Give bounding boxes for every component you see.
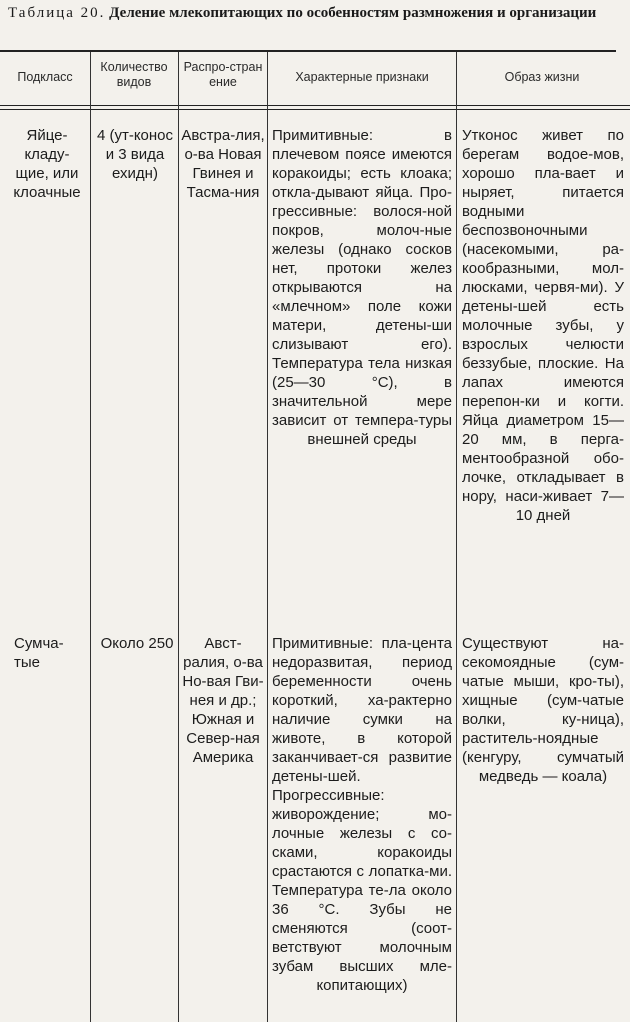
row1-features: Примитивные: в плечевом поясе имеются коракоиды; есть клоака; откла-дывают яйца. Про-грессивные: волося-ной покров, молоч-ные железы (однако сосков нет, протоки желез открываются на «млечном» поле кожи матери, детены-ши слизывают его). Температура тела низкая (25—30 °С), в значительной мере зависит от темпера-туры внешней среды — [272, 127, 452, 448]
col-divider-2 — [178, 52, 179, 1022]
header-lifestyle: Образ жизни — [504, 70, 580, 84]
row2-subclass: Сумча-тые — [14, 635, 64, 671]
header-rule — [0, 105, 630, 106]
header-rule-2 — [0, 109, 630, 110]
table-caption: Деление млекопитающих по особенностям размножения и организации — [109, 5, 597, 21]
col-divider-1 — [90, 52, 91, 1022]
header-features: Характерные признаки — [295, 70, 429, 84]
row2-distribution: Авст-ралия, о-ва Но-вая Гви-нея и др.; Южная и Север-ная Америка — [182, 635, 264, 766]
row2-count: Около 250 — [100, 635, 174, 652]
row1-subclass: Яйце-кладу-щие, или клоачные — [13, 127, 81, 201]
table-title — [8, 4, 624, 23]
top-rule — [0, 50, 616, 52]
row2-lifestyle: Существуют на-секомоядные (сум-чатые мыши, кро-ты), хищные (сум-чатые волки, ку-ница), раститель-ноядные (кенгуру, сумчатый медведь — коала) — [462, 635, 624, 785]
col-divider-3 — [267, 52, 268, 1022]
col-divider-4 — [456, 52, 457, 1022]
header-count: Количество видов — [100, 60, 168, 89]
row2-features: Примитивные: пла-цента недоразвитая, период беременности очень короткий, ха-рактерно наличие сумки на животе, в которой заканчивает-ся развитие детены-шей. Прогрессивные: живорождение; мо-лочные железы с со-сками, коракоиды срастаются с лопатка-ми. Температура те-ла около 36 °С. Зубы не сменяются (соот-ветствуют молочным зубам высших мле-копитающих) — [272, 635, 452, 994]
header-distribution: Распро-странение — [183, 60, 263, 89]
table-number: Таблица 20. — [8, 5, 106, 21]
header-subclass: Подкласс — [17, 70, 73, 84]
row1-lifestyle: Утконос живет по берегам водое-мов, хорошо пла-вает и ныряет, питается водными беспозвоночными (насекомыми, ра-кообразными, мол-люсками, червя-ми). У детены-шей есть молочные зубы, у взрослых челюсти беззубые, плоские. На лапах имеются перепон-ки и когти. Яйца диаметром 15—20 мм, в перга-ментообразной обо-лочке, откладывает в нору, наси-живает 7—10 дней — [462, 127, 624, 524]
row1-distribution: Австра-лия, о-ва Новая Гвинея и Тасма-ния — [181, 127, 265, 201]
row1-count: 4 (ут-конос и 3 вида ехидн) — [96, 127, 174, 182]
